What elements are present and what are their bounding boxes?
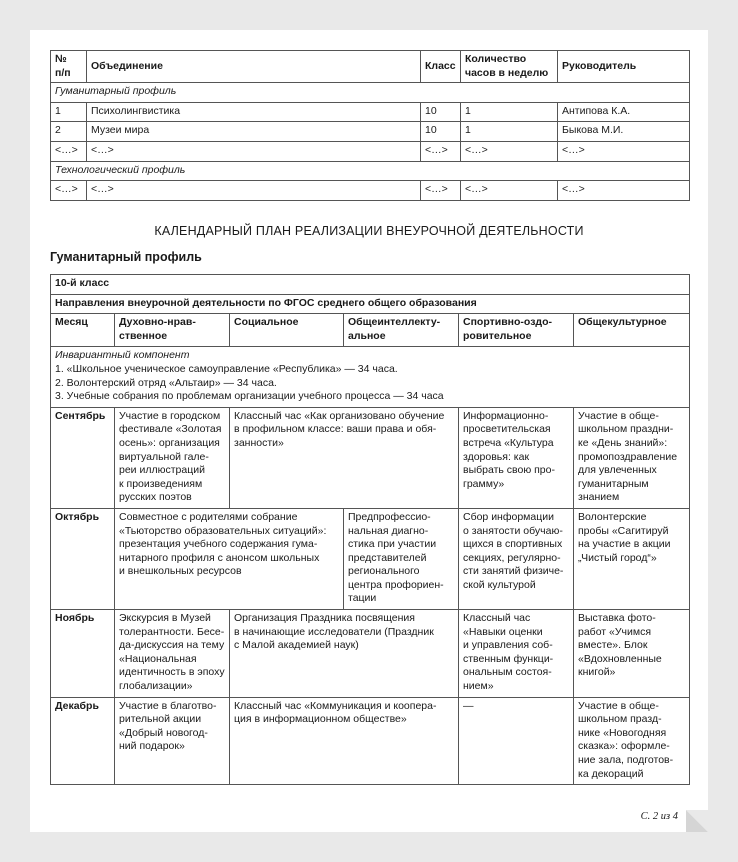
cell-leader: Антипова К.А. [558,102,690,122]
month-row-november [51,610,690,698]
cell-association: Музеи мира [87,122,421,142]
section-row-technological [51,161,690,181]
column-header-row [51,314,690,347]
cell-spiritual: Участие в городском фестивале «Золотая осень»: организация виртуальной гале- реи иллюстраций к произведениям русских поэтов [115,407,230,508]
table-row [51,102,690,122]
cell-sport: Информационно- просветительская встреча «Культура здоровья: как выбрать свою про- грамму» [459,407,574,508]
col-header-leader: Руководитель [558,51,690,83]
invariant-line: 1. «Школьное ученическое самоуправление «Республика» — 34 часа. [55,362,398,375]
section-label: Технологический профиль [51,161,690,181]
cell-leader: Быкова М.И. [558,122,690,142]
page-corner-fold [686,810,708,832]
col-header-social: Социальное [230,314,344,347]
month-label: Ноябрь [51,610,115,698]
cell-grade: <…> [421,141,461,161]
month-row-september [51,407,690,508]
document-page [30,30,708,832]
table-row [51,122,690,142]
invariant-cell [51,347,690,407]
month-row-december [51,697,690,785]
cell-hours: 1 [461,102,558,122]
col-header-intellectual: Общеинтеллекту- альное [344,314,459,347]
col-header-grade: Класс [421,51,461,83]
invariant-line: 2. Волонтерский отряд «Альтаир» — 34 часа. [55,376,277,389]
calendar-plan-table [50,274,690,785]
col-header-culture: Общекультурное [574,314,690,347]
directions-row [51,294,690,314]
cell-leader: <…> [558,181,690,201]
cell-hours: 1 [461,122,558,142]
invariant-row [51,347,690,407]
cell-number: 2 [51,122,87,142]
table-row [51,141,690,161]
associations-table [50,50,690,201]
cell-association: <…> [87,141,421,161]
directions-label: Направления внеурочной деятельности по ФГОС среднего общего образования [51,294,690,314]
cell-hours: <…> [461,181,558,201]
cell-grade: <…> [421,181,461,201]
cell-number: 1 [51,102,87,122]
cell-leader: <…> [558,141,690,161]
table-header-row [51,51,690,83]
cell-culture: Участие в обще- школьном праздни- ке «День знаний»: промопоздравление для увлеченных гуманитарным знанием [574,407,690,508]
cell-culture: Участие в обще- школьном празд- нике «Новогодняя сказка»: оформле- ние зала, подготов- ка декораций [574,697,690,785]
cell-culture: Волонтерские пробы «Сагитируй на участие в акции „Чистый город“» [574,508,690,609]
cell-number: <…> [51,141,87,161]
table-row [51,181,690,201]
cell-spiritual: Экскурсия в Музей толерантности. Бесе- да-дискуссия на тему «Национальная идентичность в эпоху глобализации» [115,610,230,698]
cell-hours: <…> [461,141,558,161]
cell-number: <…> [51,181,87,201]
cell-social-intellectual: Классный час «Коммуникация и коопера- ция в информационном обществе» [230,697,459,785]
profile-subtitle: Гуманитарный профиль [50,250,202,264]
cell-sport: Классный час «Навыки оценки и управления соб- ственным функци- ональным состоя- нием» [459,610,574,698]
cell-association: Психолингвистика [87,102,421,122]
col-header-hours: Количество часов в неделю [461,51,558,83]
cell-association: <…> [87,181,421,201]
month-label: Декабрь [51,697,115,785]
section-label: Гуманитарный профиль [51,83,690,103]
invariant-label: Инвариантный компонент [55,349,190,362]
page-number: С. 2 из 4 [640,811,678,822]
cell-culture: Выставка фото- работ «Учимся вместе». Блок «Вдохновленные книгой» [574,610,690,698]
col-header-sport: Спортивно-оздо- ровительное [459,314,574,347]
plan-title: КАЛЕНДАРНЫЙ ПЛАН РЕАЛИЗАЦИИ ВНЕУРОЧНОЙ ДЕЯТЕЛЬНОСТИ [154,224,584,238]
cell-grade: 10 [421,102,461,122]
cell-grade: 10 [421,122,461,142]
col-header-month: Месяц [51,314,115,347]
month-label: Сентябрь [51,407,115,508]
col-header-association: Объединение [87,51,421,83]
cell-intellectual: Предпрофессио- нальная диагно- стика при участии представителей регионального центра профориен- тации [344,508,459,609]
col-header-spiritual: Духовно-нрав- ственное [115,314,230,347]
cell-spiritual: Участие в благотво- рительной акции «Добрый новогод- ний подарок» [115,697,230,785]
invariant-line: 3. Учебные собрания по проблемам организации учебного процесса — 34 часа [55,390,444,403]
cell-sport: — [459,697,574,785]
cell-social-intellectual: Организация Праздника посвящения в начинающие исследователи (Праздник с Малой академией наук) [230,610,459,698]
cell-social-intellectual: Классный час «Как организовано обучение в профильном классе: ваши права и обя- занности» [230,407,459,508]
cell-sport: Сбор информации о занятости обучаю- щихся в спортивных секциях, регулярно- сти занятий физиче- ской культурой [459,508,574,609]
col-header-number: № п/п [51,51,87,83]
month-row-october [51,508,690,609]
grade-label: 10-й класс [51,275,690,295]
grade-row [51,275,690,295]
month-label: Октябрь [51,508,115,609]
section-row-humanitarian [51,83,690,103]
cell-spiritual-social: Совместное с родителями собрание «Тьюторство образовательных ситуаций»: презентация учебного содержания гума- нитарного профиля с анонсом школьных и внешкольных ресурсов [115,508,344,609]
